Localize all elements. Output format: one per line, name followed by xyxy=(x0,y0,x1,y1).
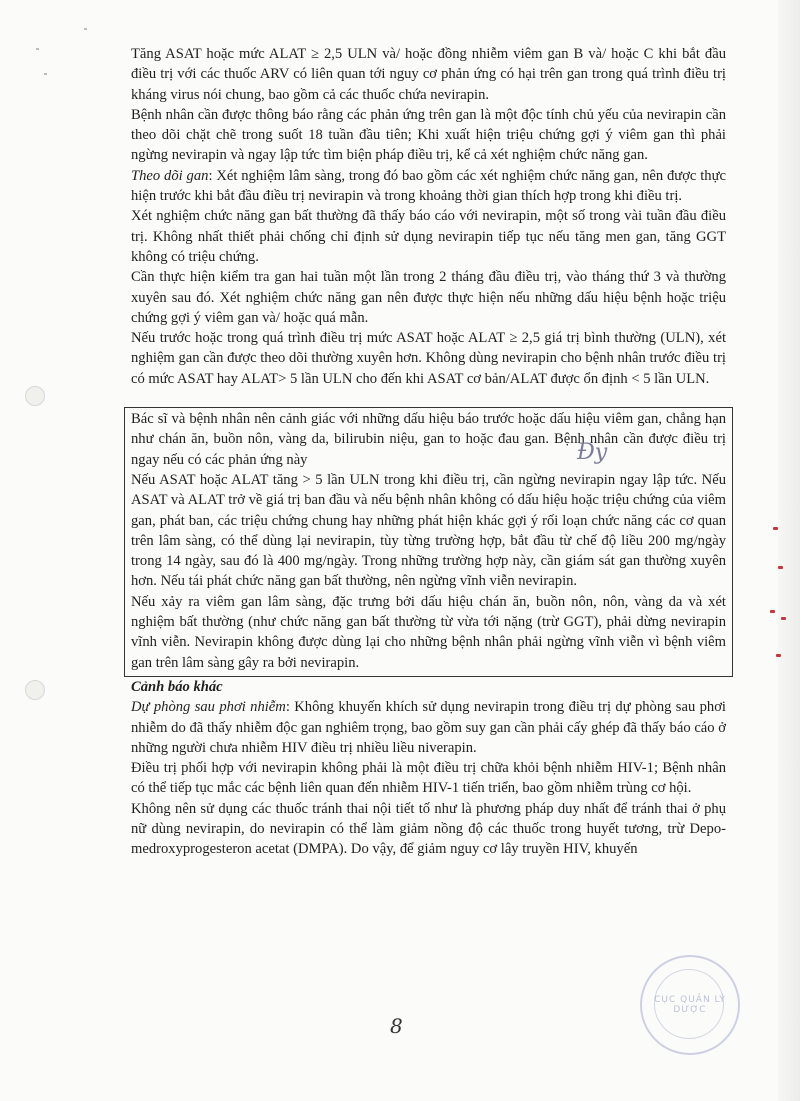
page-number: 8 xyxy=(390,1014,403,1038)
paragraph-asat-alat-risk: Tăng ASAT hoặc mức ALAT ≥ 2,5 ULN và/ hoặc đồng nhiễm viêm gan B và/ hoặc C khi bắt đầu điều trị với các thuốc ARV có liên quan tới nguy cơ phản ứng có hại trên gan trong quá trình điều trị kháng virus nói chung, bao gồm cả các thuốc chứa nevirapin. xyxy=(131,46,726,103)
boxed-paragraph-clinical-hepatitis: Nếu xảy ra viêm gan lâm sàng, đặc trưng bởi dấu hiệu chán ăn, buồn nôn, nôn, vàng da và xét nghiệm bất thường (như chức năng gan bất thường từ vừa tới nặng (trừ GGT), phải dừng nevirapin vĩnh viễn. Nevirapin không được dùng lại cho những bệnh nhân phải ngừng vĩnh viễn vì bệnh viêm gan trên lâm sàng gây ra bởi nevirapin. xyxy=(131,593,726,671)
paragraph-combination-therapy: Điều trị phối hợp với nevirapin không phải là một điều trị chữa khỏi bệnh nhiễm HIV-1; Bệnh nhân có thể tiếp tục mắc các bệnh liên quan đến nhiễm HIV-1 tiến triển, bao gồm nhiễm trùng cơ hội. xyxy=(131,760,726,797)
paragraph-liver-check-schedule: Cần thực hiện kiểm tra gan hai tuần một lần trong 2 tháng đầu điều trị, vào tháng thứ 3 và thường xuyên sau đó. Xét nghiệm chức năng gan nên được thực hiện nếu những dấu hiệu bệnh hoặc triệu chứng gợi ý viêm gan và/ hoặc quá mẫn. xyxy=(131,269,726,326)
paragraph-post-exposure xyxy=(131,697,726,758)
scan-speck xyxy=(36,48,39,50)
red-mark xyxy=(770,610,775,613)
stamp-text: CỤC QUẢN LÝ DƯỢC xyxy=(654,995,726,1015)
punch-hole-upper xyxy=(25,386,45,406)
boxed-paragraph-stop-restart: Nếu ASAT hoặc ALAT tăng > 5 lần ULN trong khi điều trị, cần ngừng nevirapin ngay lập tức. Nếu ASAT và ALAT trở về giá trị ban đầu và nếu bệnh nhân không có dấu hiệu hoặc triệu chứng của viêm gan, phát ban, các triệu chứng chung hay những phát hiện khác gợi ý rối loạn chức năng các cơ quan trên lâm sàng, có thể dùng lại nevirapin, tùy từng trường hợp, bắt đầu từ chế độ liều 200 mg/ngày trong 14 ngày, sau đó là 400 mg/ngày. Trong những trường hợp này, cần giám sát gan thường xuyên hơn. Nếu tái phát chức năng gan bất thường, nên ngừng vĩnh viễn nevirapin. xyxy=(131,471,726,590)
scan-edge-shadow xyxy=(778,0,800,1101)
paragraph-abnormal-liver-tests: Xét nghiệm chức năng gan bất thường đã thấy báo cáo với nevirapin, một số trong vài tuần đầu điều trị. Không nhất thiết phải chống chỉ định sử dụng nevirapin tiếp tục nếu tăng men gan, tăng GGT không có triệu chứng. xyxy=(131,208,726,265)
document-body xyxy=(131,44,726,860)
red-mark xyxy=(778,566,783,569)
red-mark xyxy=(781,617,786,620)
post-exposure-label: Dự phòng sau phơi nhiễm xyxy=(131,699,286,716)
boxed-paragraph-warning-signs: Bác sĩ và bệnh nhân nên cảnh giác với những dấu hiệu báo trước hoặc dấu hiệu viêm gan, chẳng hạn như chán ăn, buồn nôn, vàng da, bilirubin niệu, gan to hoặc đau gan. Bệnh nhân cần được điều trị ngay nếu có các phản ứng này xyxy=(131,411,726,468)
post-exposure-text: : Không khuyến khích sử dụng nevirapin trong điều trị dự phòng sau phơi nhiễm do đã thấy nhiễm độc gan nghiêm trọng, bao gồm suy gan cần phải cấy ghép đã thấy báo cáo ở những người chưa nhiễm HIV điều trị nhiều liều niverapin. xyxy=(131,699,726,756)
paragraph-liver-monitoring xyxy=(131,166,726,207)
red-mark xyxy=(776,654,781,657)
paragraph-asat-alat-threshold: Nếu trước hoặc trong quá trình điều trị mức ASAT hoặc ALAT ≥ 2,5 giá trị bình thường (ULN), xét nghiệm gan cần được theo dõi thường xuyên hơn. Không dùng nevirapin cho bệnh nhân trước điều trị có mức ASAT hay ALAT> 5 lần ULN cho đến khi ASAT cơ bản/ALAT được ổn định < 5 lần ULN. xyxy=(131,330,726,387)
handwritten-initials: Đy xyxy=(577,440,608,465)
liver-monitoring-label: Theo dõi gan xyxy=(131,167,209,184)
scan-speck xyxy=(84,28,87,30)
hepatitis-warning-box xyxy=(124,407,733,677)
section-title-other-warnings: Cảnh báo khác xyxy=(131,678,223,695)
paragraph-patient-notification: Bệnh nhân cần được thông báo rằng các phản ứng trên gan là một độc tính chủ yếu của nevirapin cần theo dõi chặt chẽ trong suốt 18 tuần đầu tiên; Khi xuất hiện triệu chứng gợi ý viêm gan thì phải ngừng nevirapin và ngay lập tức tìm biện pháp điều trị, kể cả xét nghiệm chức năng gan. xyxy=(131,106,726,164)
scan-speck xyxy=(44,73,47,75)
punch-hole-lower xyxy=(25,680,45,700)
red-mark xyxy=(773,527,778,530)
liver-monitoring-text: : Xét nghiệm lâm sàng, trong đó bao gồm các xét nghiệm chức năng gan, nên được thực hiện trước khi bắt đầu điều trị nevirapin và trong khoảng thời gian thích hợp trong khi điều trị. xyxy=(131,167,726,205)
paragraph-contraception: Không nên sử dụng các thuốc tránh thai nội tiết tố như là phương pháp duy nhất để tránh thai ở phụ nữ dùng nevirapin, do nevirapin có thể làm giảm nồng độ các thuốc trong huyết tương, trừ Depo-medroxyprogesteron acetat (DMPA). Do vậy, để giảm nguy cơ lây truyền HIV, khuyến xyxy=(131,800,726,858)
official-stamp xyxy=(640,955,740,1055)
